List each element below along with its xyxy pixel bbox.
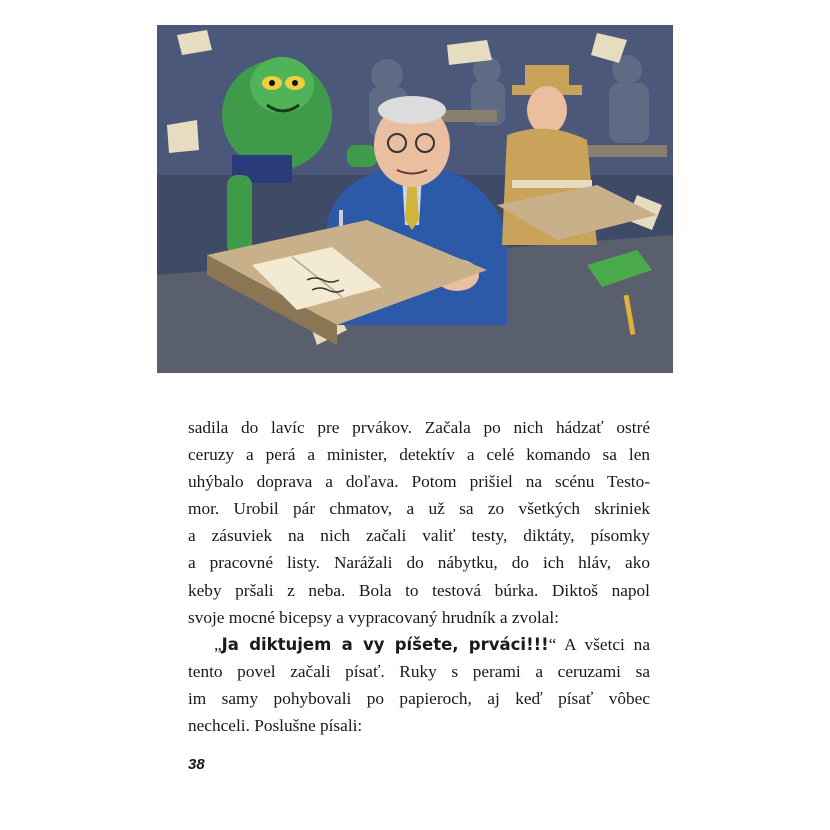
dialogue-continuation: “ A všetci na [548, 634, 650, 654]
text-line: svoje mocné bicepsy a vypracovaný hrudník a zvolal: [188, 607, 559, 627]
text-line: nechceli. Poslušne písali: [188, 716, 363, 736]
classroom-illustration [157, 25, 673, 373]
text-line: keby pršali z neba. Bola to testová búrka. Diktoš napol [188, 580, 650, 600]
text-line: mor. Urobil pár chmatov, a už sa zo všetkých skriniek [188, 499, 650, 519]
shouted-phrase: Ja diktujem a vy píšete, prváci!!! [221, 634, 549, 654]
text-line: ceruzy a perá a minister, detektív a celé komando sa len [188, 445, 650, 465]
text-line: sadila do lavíc pre prvákov. Začala po nich hádzať ostré [188, 418, 650, 437]
text-line: tento povel začali písať. Ruky s perami a ceruzami sa [188, 661, 650, 681]
illustration-drawing [157, 25, 673, 373]
page-number: 38 [188, 756, 205, 773]
dialogue-line [188, 631, 650, 658]
open-quote: „ [214, 634, 222, 654]
text-line: a pracovné listy. Narážali do nábytku, do ich hláv, ako [188, 553, 650, 573]
body-text [188, 414, 650, 739]
text-line: a zásuviek na nich začali valiť testy, diktáty, písomky [188, 526, 650, 546]
text-line: im samy pohybovali po papieroch, aj keď písať vôbec [188, 688, 650, 708]
text-line: uhýbalo doprava a doľava. Potom prišiel na scénu Testo- [188, 472, 650, 492]
